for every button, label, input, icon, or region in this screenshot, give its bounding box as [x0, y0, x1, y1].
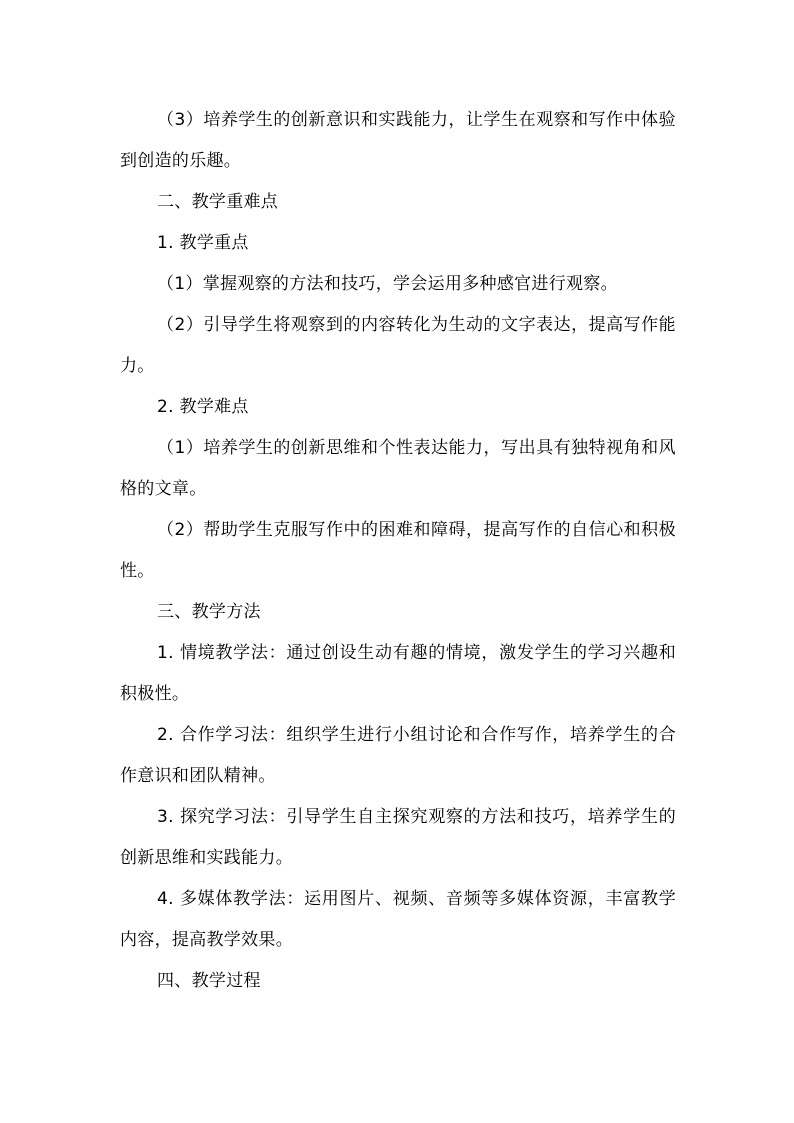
paragraph-method-cooperative: 2. 合作学习法：组织学生进行小组讨论和合作写作，培养学生的合作意识和团队精神。 [120, 725, 676, 786]
paragraph-method-situational: 1. 情境教学法：通过创设生动有趣的情境，激发学生的学习兴趣和积极性。 [120, 643, 676, 704]
document-body [120, 100, 676, 1002]
section-heading-teaching-process: 四、教学过程 [157, 971, 261, 991]
paragraph-objective-3: （3）培养学生的创新意识和实践能力，让学生在观察和写作中体验到创造的乐趣。 [120, 110, 676, 171]
paragraph-method-inquiry: 3. 探究学习法：引导学生自主探究观察的方法和技巧，培养学生的创新思维和实践能力。 [120, 807, 676, 868]
subheading-difficult-points: 2. 教学难点 [157, 397, 249, 417]
paragraph-difficult-point-2: （2）帮助学生克服写作中的困难和障碍，提高写作的自信心和积极性。 [120, 520, 676, 581]
paragraph-key-point-1: （1）掌握观察的方法和技巧，学会运用多种感官进行观察。 [157, 274, 618, 294]
paragraph-method-multimedia: 4. 多媒体教学法：运用图片、视频、音频等多媒体资源，丰富教学内容，提高教学效果。 [120, 889, 676, 950]
paragraph-difficult-point-1: （1）培养学生的创新思维和个性表达能力，写出具有独特视角和风格的文章。 [120, 438, 676, 499]
paragraph-key-point-2: （2）引导学生将观察到的内容转化为生动的文字表达，提高写作能力。 [120, 315, 676, 376]
section-heading-key-difficult-points: 二、教学重难点 [157, 192, 279, 212]
subheading-key-points: 1. 教学重点 [157, 233, 249, 253]
section-heading-teaching-methods: 三、教学方法 [157, 602, 261, 622]
